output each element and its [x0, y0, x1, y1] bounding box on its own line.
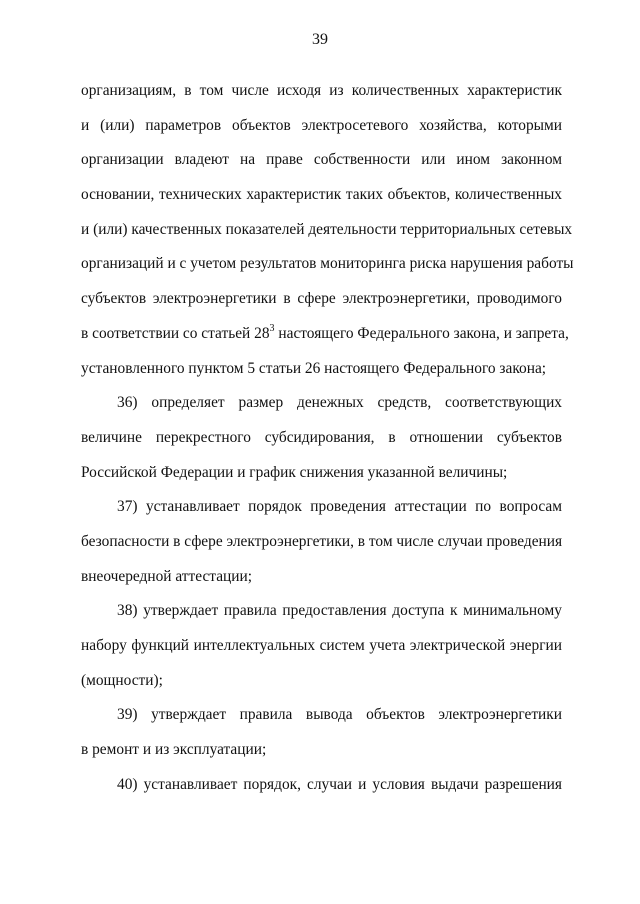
page-number: 39	[312, 31, 328, 48]
text-line: внеочередной аттестации;	[81, 567, 253, 585]
list-item-36-line: 36) определяет размер денежных средств, соответствующих	[117, 394, 562, 412]
text-line: организациям, в том числе исходя из количественных характеристик	[81, 82, 562, 99]
text-line: в ремонт и из эксплуатации;	[81, 741, 267, 759]
text-fragment: настоящего Федерального закона, и запрета,	[274, 324, 569, 342]
text-line: величине перекрестного субсидирования, в отношении субъектов	[81, 428, 562, 446]
superscript: 3	[269, 322, 275, 334]
list-item-39-line: 39) утверждает правила вывода объектов электроэнергетики	[117, 706, 562, 724]
text-line: установленного пунктом 5 статьи 26 настоящего Федерального закона;	[81, 359, 547, 377]
text-fragment: в соответствии со статьей 28	[81, 324, 270, 342]
document-body	[81, 74, 574, 802]
text-line: организации владеют на праве собственности или ином законном	[81, 151, 562, 169]
text-line: и (или) параметров объектов электросетевого хозяйства, которыми	[81, 116, 562, 134]
text-line: безопасности в сфере электроэнергетики, в том числе случаи проведения	[81, 532, 563, 550]
text-line: основании, технических характеристик таких объектов, количественных	[81, 186, 562, 204]
text-line: субъектов электроэнергетики в сфере электроэнергетики, проводимого	[81, 290, 562, 308]
text-line: и (или) качественных показателей деятельности территориальных сетевых	[81, 220, 573, 238]
text-line: (мощности);	[81, 671, 163, 689]
list-item-40-line: 40) устанавливает порядок, случаи и условия выдачи разрешения	[117, 775, 562, 793]
text-line-with-superscript	[81, 317, 569, 352]
text-line: Российской Федерации и график снижения указанной величины;	[81, 463, 508, 481]
text-line: организаций и с учетом результатов мониторинга риска нарушения работы	[81, 255, 574, 273]
list-item-37-line: 37) устанавливает порядок проведения аттестации по вопросам	[117, 498, 562, 516]
text-line: набору функций интеллектуальных систем учета электрической энергии	[81, 637, 562, 654]
list-item-38-line: 38) утверждает правила предоставления доступа к минимальному	[117, 602, 562, 620]
